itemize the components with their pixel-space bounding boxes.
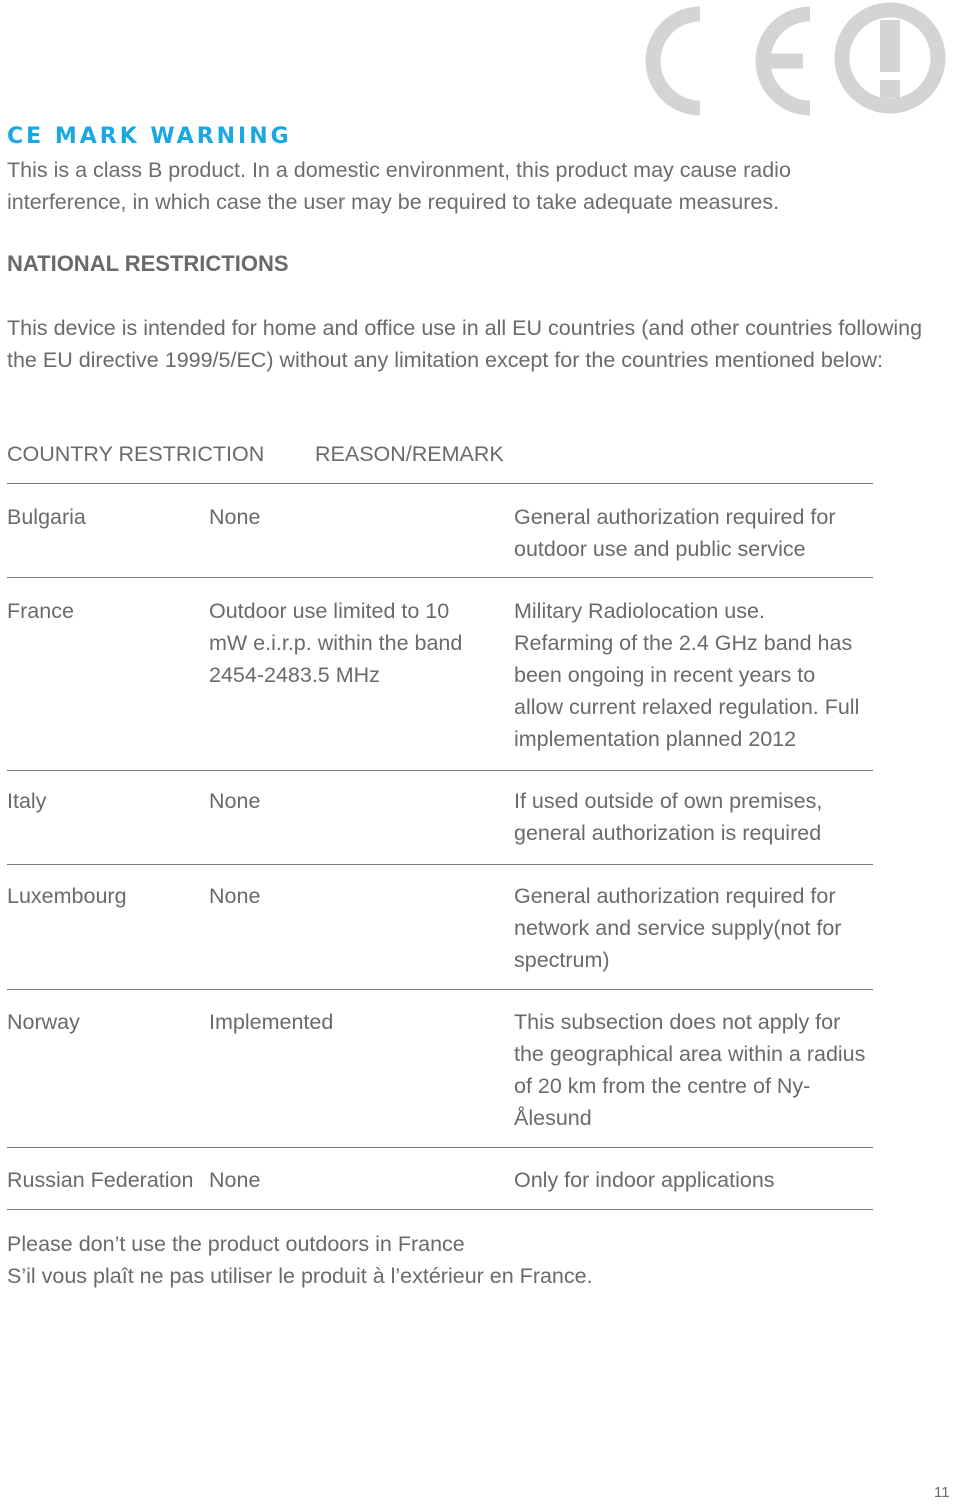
table-divider [7,1147,873,1148]
row-restriction: None [209,884,261,908]
national-restrictions-intro: This device is intended for home and office use in all EU countries (and other countries following the EU directive 1999/5/EC) without any limitation except for the countries mentioned below: [7,316,923,372]
note-english: Please don’t use the product outdoors in France [7,1232,465,1256]
note-french: S’il vous plaît ne pas utiliser le produit à l’extérieur en France. [7,1264,593,1288]
table-divider [7,483,873,484]
row-country: France [7,599,74,623]
row-country: Bulgaria [7,505,86,529]
exclamation-icon [880,20,900,98]
table-divider [7,770,873,771]
table-divider [7,864,873,865]
row-country: Italy [7,789,47,813]
row-reason: Military Radiolocation use. Refarming of the 2.4 GHz band has been ongoing in recent years to allow current relaxed regulation. Full implementation planned 2012 [514,599,860,751]
ce-mark-warning-heading: CE MARK WARNING [7,124,292,149]
row-reason: General authorization required for outdoor use and public service [514,505,836,561]
row-restriction: Implemented [209,1010,334,1034]
row-reason: If used outside of own premises, general authorization is required [514,789,823,845]
ce-letter-c-icon [653,14,700,108]
ce-mark-warning-text: This is a class B product. In a domestic environment, this product may cause radio interference, in which case the user may be required to take adequate measures. [7,158,791,214]
row-restriction: None [209,1168,261,1192]
row-country: Luxembourg [7,884,127,908]
header-country-restriction: COUNTRY RESTRICTION [7,442,265,466]
restrictions-table-header [7,438,877,470]
header-reason-remark: REASON/REMARK [315,442,504,466]
france-outdoor-note [7,1228,907,1292]
row-reason: This subsection does not apply for the geographical area within a radius of 20 km from the centre of Ny-Ålesund [514,1010,866,1130]
row-reason: Only for indoor applications [514,1168,775,1192]
row-restriction: Outdoor use limited to 10 mW e.i.r.p. within the band 2454-2483.5 MHz [209,599,463,687]
row-country: Norway [7,1010,80,1034]
page-number: 11 [934,1484,950,1501]
table-divider [7,577,873,578]
row-restriction: None [209,789,261,813]
national-restrictions-heading: NATIONAL RESTRICTIONS [7,251,289,276]
ce-mark-logo-icon [638,0,950,122]
row-reason: General authorization required for network and service supply(not for spectrum) [514,884,842,972]
row-restriction: None [209,505,261,529]
row-country: Russian Federation [7,1168,194,1192]
table-divider [7,989,873,990]
table-divider [7,1209,873,1210]
